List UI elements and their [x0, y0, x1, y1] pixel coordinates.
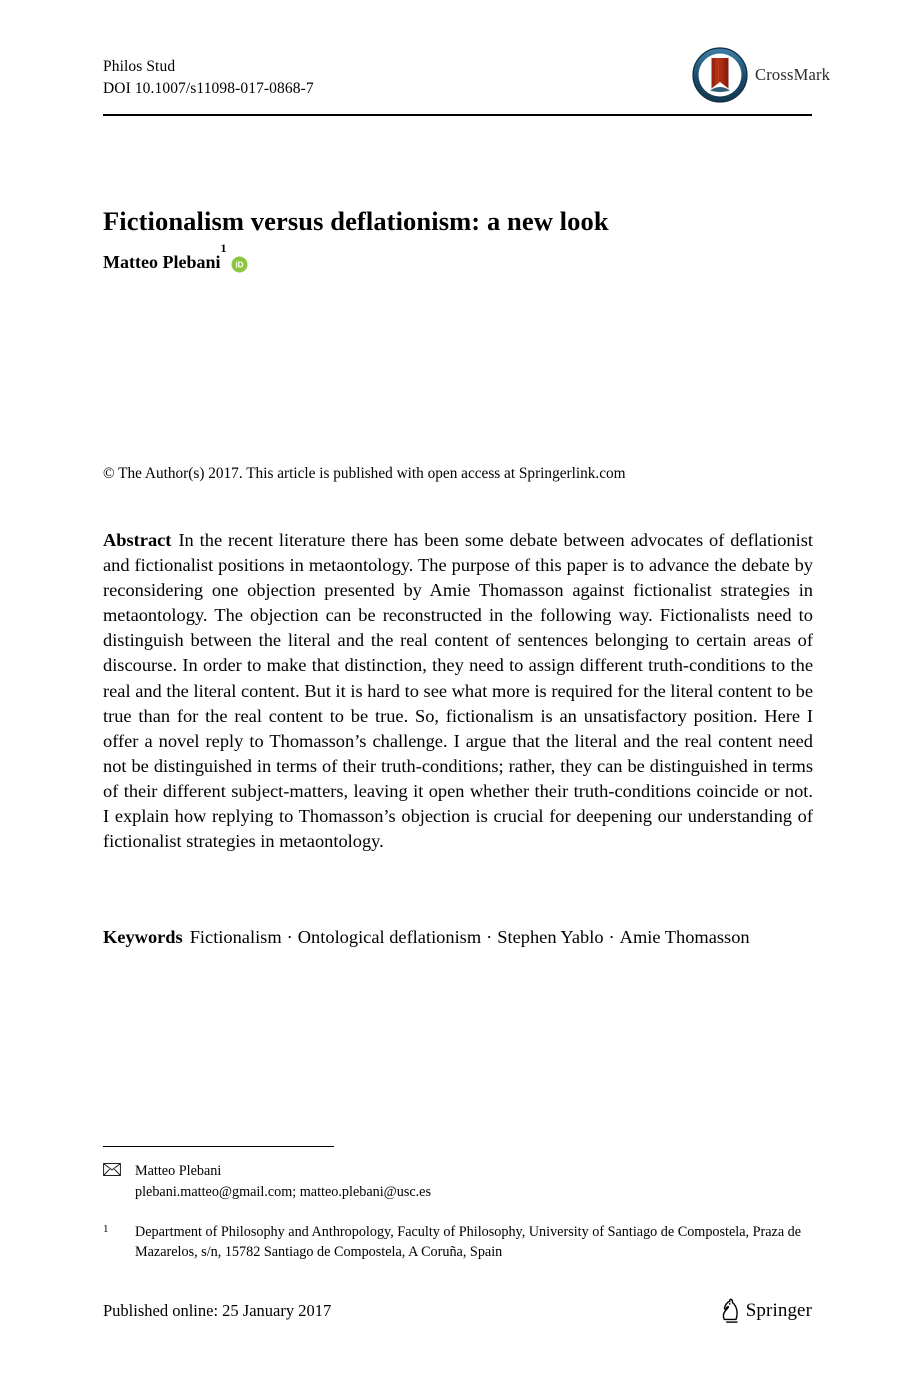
keywords-section — [103, 925, 813, 951]
crossmark-icon — [692, 47, 748, 103]
springer-logo — [719, 1298, 812, 1324]
corresponding-author-emails[interactable]: plebani.matteo@gmail.com; matteo.plebani@usc.es — [135, 1183, 432, 1200]
footnote-divider — [103, 1146, 334, 1147]
orcid-id-icon[interactable] — [231, 256, 248, 273]
article-doi: DOI 10.1007/s11098-017-0868-7 — [103, 80, 314, 97]
abstract-heading: Abstract — [103, 530, 172, 550]
author-line: Matteo Plebani 1 iD — [103, 252, 248, 273]
keyword-separator: · — [286, 927, 293, 947]
keywords-heading: Keywords — [103, 927, 183, 947]
affiliation-footnote — [103, 1222, 803, 1262]
springer-label: Springer — [745, 1300, 812, 1321]
crossmark-label: CrossMark — [755, 65, 831, 84]
copyright-line: © The Author(s) 2017. This article is published with open access at Springerlink.com — [103, 465, 626, 482]
keyword-item: Amie Thomasson — [619, 927, 750, 947]
corresponding-author-footnote — [103, 1161, 803, 1202]
journal-running-head — [103, 56, 314, 100]
affiliation-marker: 1 — [103, 1223, 109, 1235]
keyword-item: Stephen Yablo — [497, 927, 604, 947]
keyword-item: Fictionalism — [189, 927, 282, 947]
envelope-icon — [103, 1163, 121, 1176]
abstract-text: In the recent literature there has been some debate between advocates of deflationist and fictionalist positions in metaontology. The purpose of this paper is to advance the debate by reconsidering one objection presented by Amie Thomasson against fictionalist strategies in metaontology. The objection can be reconstructed in the following way. Fictionalists need to distinguish between the literal and the real content of sentences belonging to certain areas of discourse. In order to make that distinction, they need to assign different truth-conditions to the real and the literal content. But it is hard to see what more is required for the literal content to be true than for the real content to be true. So, fictionalism is an unsatisfactory position. Here I offer a novel reply to Thomasson’s challenge. I argue that the literal and the real content need not be distinguished in terms of their truth-conditions; rather, they can be distinguished in terms of their different subject-matters, leaving it open whether their truth-conditions coincide or not. I explain how replying to Thomasson’s objection is crucial for deepening our understanding of fictionalist strategies in metaontology. — [103, 530, 813, 852]
keyword-separator: · — [608, 927, 615, 947]
page-title: Fictionalism versus deflationism: a new look — [103, 205, 609, 236]
abstract-section — [103, 528, 813, 854]
affiliation-text: Department of Philosophy and Anthropology, Faculty of Philosophy, University of Santiago de Compostela, Praza de Mazarelos, s/n, 15782 Santiago de Compostela, A Coruña, Spain — [135, 1224, 802, 1260]
keyword-separator: · — [486, 927, 493, 947]
crossmark-badge[interactable] — [692, 47, 830, 103]
author-name: Matteo Plebani — [103, 252, 221, 272]
header-divider — [103, 114, 812, 116]
keyword-item: Ontological deflationism — [297, 927, 482, 947]
journal-name: Philos Stud — [103, 58, 176, 75]
corresponding-author-name: Matteo Plebani — [135, 1163, 222, 1179]
svg-text:iD: iD — [236, 260, 244, 270]
published-online-date: Published online: 25 January 2017 — [103, 1301, 332, 1320]
springer-knight-icon — [719, 1298, 742, 1324]
